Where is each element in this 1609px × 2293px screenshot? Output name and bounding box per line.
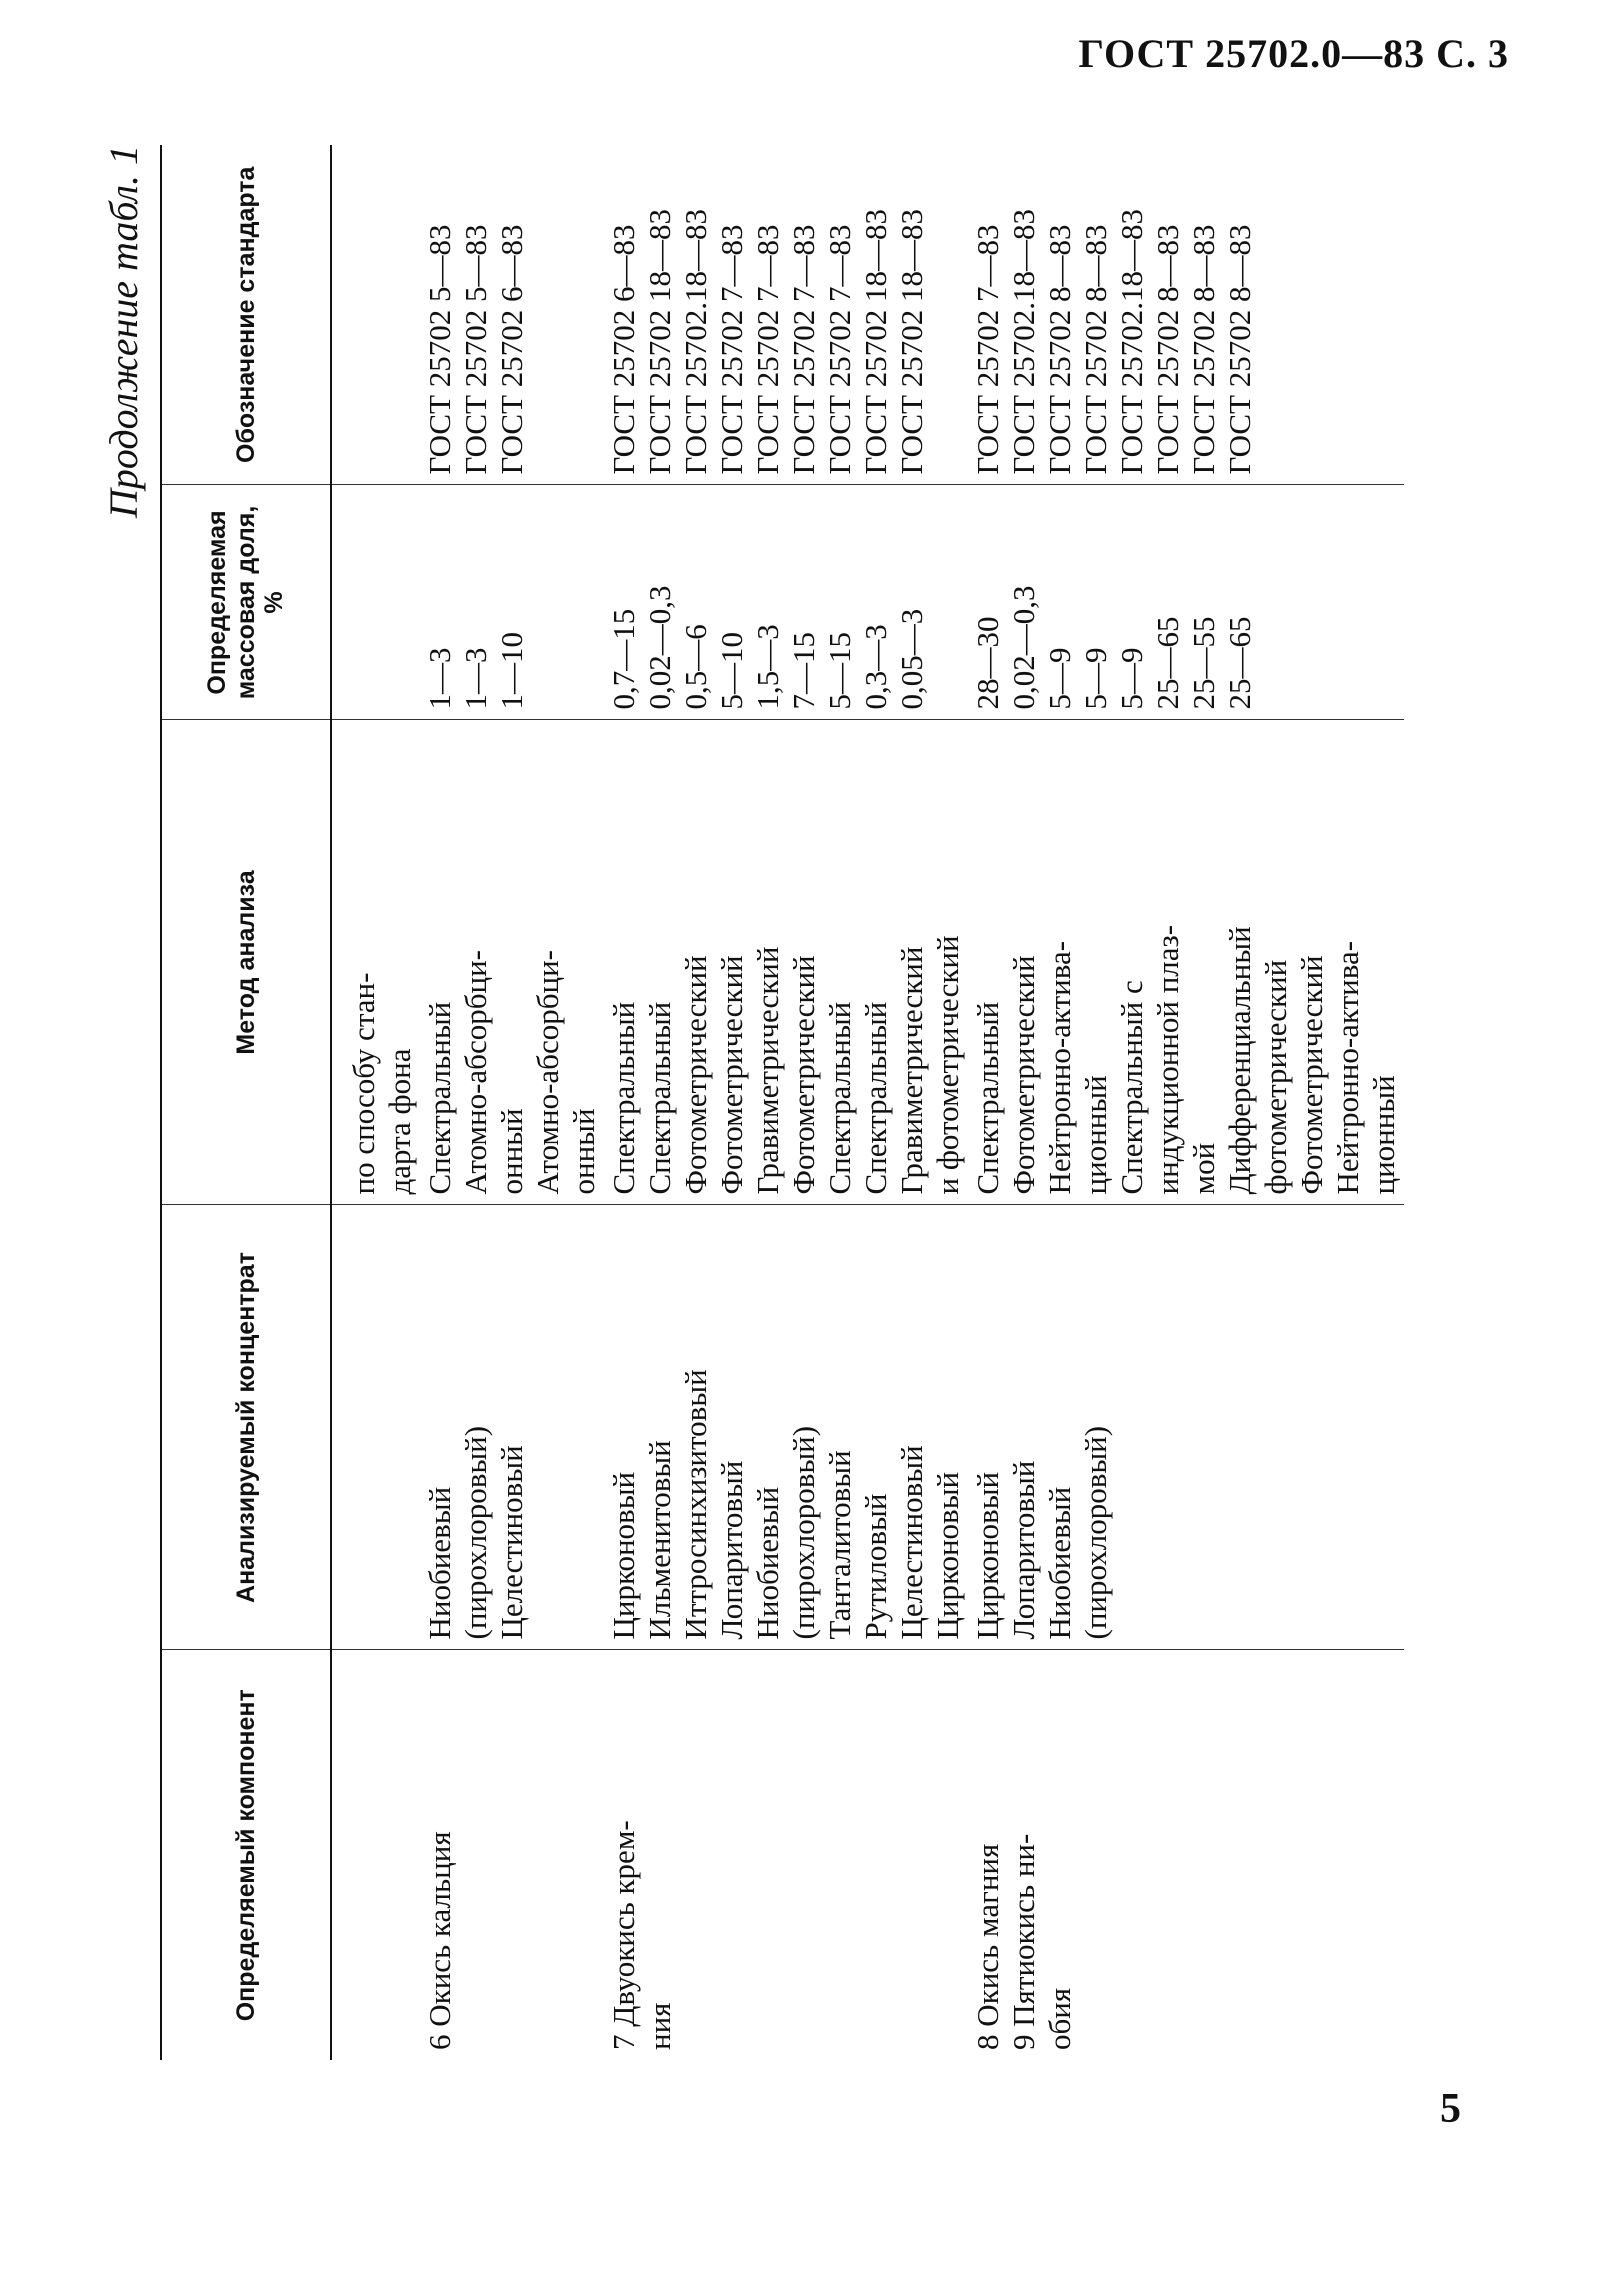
cell-line: Цирконовый [970, 1471, 1005, 1640]
cell-line: онный [566, 1108, 601, 1195]
cell-line: Атомно-абсорбци- [530, 950, 565, 1195]
cell-line: Ильменитовый [642, 1440, 677, 1640]
cell-line: Спектральный с [1114, 980, 1149, 1195]
cell-line: индукционной плаз- [1150, 924, 1185, 1195]
cell-fraction [420, 485, 604, 720]
data-table [160, 145, 1404, 2060]
cell-line: 5—10 [714, 632, 749, 710]
cell-line: онный [494, 1108, 529, 1195]
cell-line: 25—65 [1222, 616, 1257, 710]
cell-line: 5—9 [1114, 647, 1149, 710]
header-component: Определяемый компонент [161, 1650, 331, 2060]
cell-line: по способу стан- [346, 972, 381, 1195]
cell-line: Ниобиевый [750, 1486, 785, 1640]
page-header: ГОСТ 25702.0—83 С. 3 [1078, 31, 1509, 76]
cell-line: Лопаритовый [1006, 1460, 1041, 1640]
cell-concentrate [331, 1205, 420, 1650]
table-row [968, 145, 1404, 2060]
cell-line: ГОСТ 25702 18—83 [642, 208, 677, 475]
cell-line: ГОСТ 25702 5—83 [422, 224, 457, 475]
cell-line: и фотометрический [930, 935, 965, 1195]
cell-line: 0,05—3 [894, 608, 929, 710]
cell-line: (пирохлоровый) [1078, 1425, 1113, 1640]
cell-line: фотометрический [1258, 959, 1293, 1195]
cell-line: ГОСТ 25702 7—83 [750, 224, 785, 475]
cell-line: 1—3 [458, 647, 493, 710]
cell-concentrate [604, 1205, 968, 1650]
table-row [420, 145, 604, 2060]
cell-fraction [968, 485, 1404, 720]
cell-line: 5—9 [1042, 647, 1077, 710]
cell-line: Ниобиевый [1042, 1486, 1077, 1640]
cell-line: ГОСТ 25702.18—83 [678, 208, 713, 475]
cell-line: ГОСТ 25702 7—83 [714, 224, 749, 475]
cell-line: дарта фона [382, 1048, 417, 1195]
cell-line: 7 Двуокись крем- [606, 1820, 641, 2050]
cell-line: ГОСТ 25702 7—83 [822, 224, 857, 475]
cell-line: Танталитовый [822, 1450, 857, 1640]
rotated-table-block [100, 145, 1480, 2060]
cell-method [604, 720, 968, 1205]
cell-line: 5—9 [1078, 647, 1113, 710]
cell-line: 0,3—3 [858, 624, 893, 710]
cell-line: 25—55 [1186, 616, 1221, 710]
cell-line: 25—65 [1150, 616, 1185, 710]
header-concentrate: Анализируемый концентрат [161, 1205, 331, 1650]
cell-method [420, 720, 604, 1205]
cell-line: Цирконовый [930, 1471, 965, 1640]
table-row [331, 145, 420, 2060]
cell-line: Фотометрический [714, 955, 749, 1195]
cell-line: Цирконовый [606, 1471, 641, 1640]
cell-line: ционный [1078, 1075, 1113, 1195]
cell-line: 1—10 [494, 632, 529, 710]
cell-line: Фотометрический [678, 955, 713, 1195]
cell-component [604, 1650, 968, 2060]
cell-line: ГОСТ 25702 8—83 [1222, 224, 1257, 475]
cell-line: 1,5—3 [750, 624, 785, 710]
cell-line: Спектральный [970, 1001, 1005, 1195]
cell-concentrate [420, 1205, 604, 1650]
cell-line: ГОСТ 25702 8—83 [1078, 224, 1113, 475]
header-method: Метод анализа [161, 720, 331, 1205]
cell-standard [331, 145, 420, 485]
cell-line: Спектральный [858, 1001, 893, 1195]
cell-line: (пирохлоровый) [786, 1425, 821, 1640]
cell-line: Нейтронно-актива- [1042, 940, 1077, 1195]
cell-line: Фотометрический [1294, 955, 1329, 1195]
cell-line: Ниобиевый [422, 1486, 457, 1640]
cell-line: ГОСТ 25702 8—83 [1042, 224, 1077, 475]
cell-line: Фотометрический [786, 955, 821, 1195]
cell-line: 5—15 [822, 632, 857, 710]
header-fraction: Определяемая массовая доля, % [161, 485, 331, 720]
cell-line: 9 Пятиокись ни- [1006, 1833, 1041, 2050]
cell-line: 0,02—0,3 [642, 585, 677, 710]
cell-standard [968, 145, 1404, 485]
cell-line: Рутиловый [858, 1493, 893, 1640]
cell-line: Дифференциальный [1222, 926, 1257, 1195]
cell-line: обия [1042, 1987, 1077, 2050]
table-row [604, 145, 968, 2060]
cell-line: ГОСТ 25702 8—83 [1150, 224, 1185, 475]
cell-standard [420, 145, 604, 485]
cell-line: Иттросинхизитовый [678, 1369, 713, 1640]
cell-line: ГОСТ 25702 6—83 [494, 224, 529, 475]
cell-line: ГОСТ 25702 18—83 [858, 208, 893, 475]
cell-line: Фотометрический [1006, 955, 1041, 1195]
cell-line: Лопаритовый [714, 1460, 749, 1640]
table-caption: Продолжение табл. 1 [101, 145, 146, 519]
cell-line: 0,7—15 [606, 608, 641, 710]
cell-line: ГОСТ 25702 6—83 [606, 224, 641, 475]
cell-fraction [604, 485, 968, 720]
cell-concentrate [968, 1205, 1404, 1650]
cell-line: Спектральный [606, 1001, 641, 1195]
cell-line: ГОСТ 25702.18—83 [1114, 208, 1149, 475]
cell-standard [604, 145, 968, 485]
cell-line: Гравиметрический [894, 946, 929, 1195]
cell-line: ГОСТ 25702 7—83 [970, 224, 1005, 475]
cell-line: 8 Окись магния [970, 1843, 1005, 2050]
cell-line: Нейтронно-актива- [1330, 940, 1365, 1195]
cell-line: Целестиновый [494, 1445, 529, 1640]
cell-line: Спектральный [422, 1001, 457, 1195]
cell-line: 6 Окись кальция [422, 1831, 457, 2050]
cell-line: Атомно-абсорбци- [458, 950, 493, 1195]
cell-component [420, 1650, 604, 2060]
cell-component [331, 1650, 420, 2060]
cell-line: ГОСТ 25702 7—83 [786, 224, 821, 475]
cell-line: Гравиметрический [750, 946, 785, 1195]
cell-line: Целестиновый [894, 1445, 929, 1640]
cell-line: Спектральный [642, 1001, 677, 1195]
cell-line: 7—15 [786, 632, 821, 710]
cell-line: Спектральный [822, 1001, 857, 1195]
cell-line: 0,5—6 [678, 624, 713, 710]
cell-method [968, 720, 1404, 1205]
cell-line: 1—3 [422, 647, 457, 710]
cell-line: мой [1186, 1142, 1221, 1195]
cell-line: 0,02—0,3 [1006, 585, 1041, 710]
cell-line: ния [642, 2002, 677, 2050]
cell-line: (пирохлоровый) [458, 1425, 493, 1640]
cell-line: ГОСТ 25702 8—83 [1186, 224, 1221, 475]
cell-line: ГОСТ 25702 18—83 [894, 208, 929, 475]
table-header-row [161, 145, 331, 2060]
cell-line: 28—30 [970, 616, 1005, 710]
cell-line: ГОСТ 25702.18—83 [1006, 208, 1041, 475]
header-standard: Обозначение стандарта [161, 145, 331, 485]
cell-method [331, 720, 420, 1205]
cell-line: ГОСТ 25702 5—83 [458, 224, 493, 475]
cell-fraction [331, 485, 420, 720]
cell-component [968, 1650, 1404, 2060]
cell-line: ционный [1366, 1075, 1401, 1195]
page-number: 5 [1440, 2086, 1461, 2132]
table-body [331, 145, 1404, 2060]
